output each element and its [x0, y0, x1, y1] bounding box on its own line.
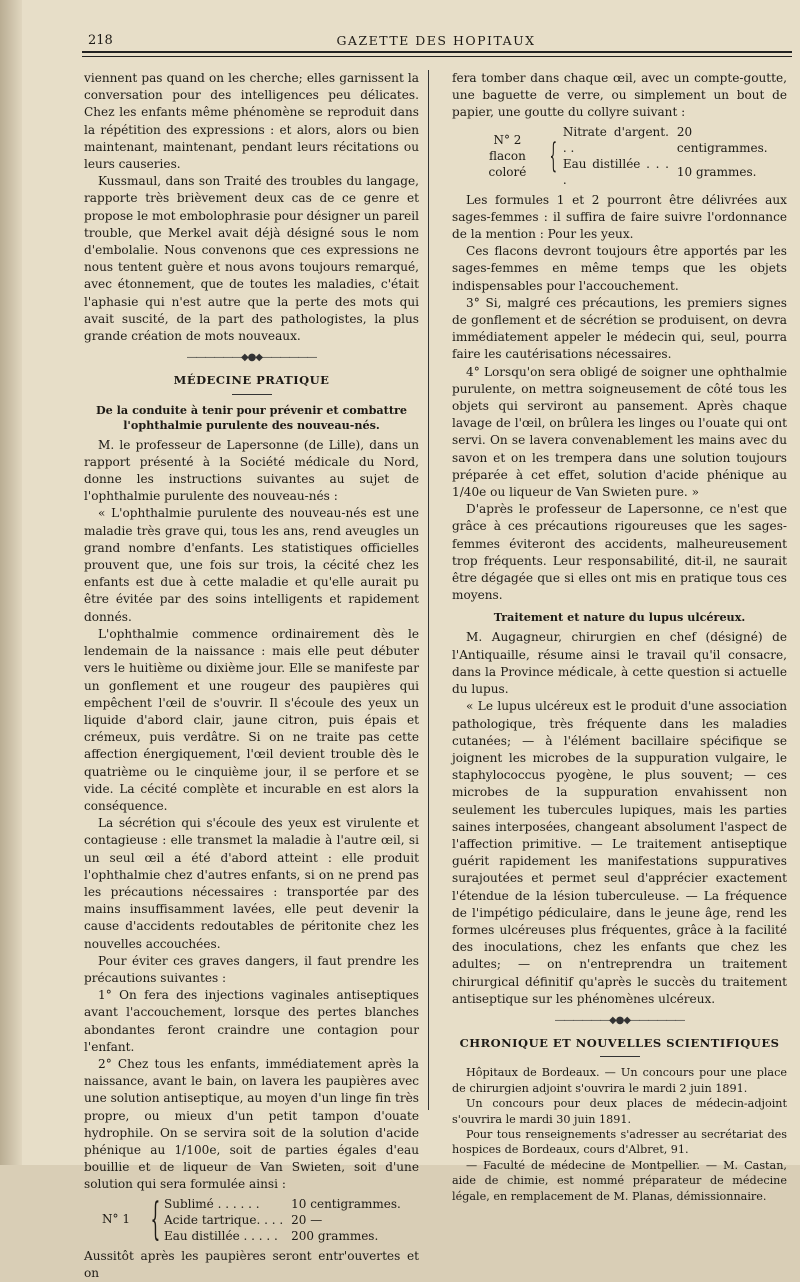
paragraph: viennent pas quand on les cherche; elles garnissent la conversation pour des intelligences peu délicates. Chez les enfants même phénomène se reproduit dans la répétition des expressions : et alors, alors ou bien maintenant, maintenant, pendant leurs récitations ou leurs causeries.: [84, 71, 419, 172]
formula-no1: [102, 1193, 419, 1245]
brace-glyph: {: [549, 135, 557, 176]
paragraph: 1° On fera des injections vaginales antiseptiques avant l'accouchement, lorsque des pertes blanches abondantes feront craindre une contagion pour l'enfant.: [84, 988, 419, 1054]
section-ornament: ――――――◆●◆――――――: [186, 352, 317, 364]
paragraph: M. Augagneur, chirurgien en chef (désigné) de l'Antiquaille, résume ainsi le travail qu'il consacre, dans la Province médicale, à cette question si actuelle du lupus.: [452, 630, 787, 697]
formula-cell: Eau distillée . . . .: [562, 156, 669, 187]
formula-label-note: flacon coloré: [488, 148, 527, 179]
page-spine-shadow: [0, 0, 22, 1165]
left-column: [84, 70, 419, 1282]
formula-cell: 200 grammes.: [291, 1228, 379, 1243]
header-rule-thin: [82, 56, 792, 57]
paragraph: M. le professeur de Lapersonne (de Lille), dans un rapport présenté à la Société médicale du Nord, donne les instructions suivantes au sujet de l'ophthalmie purulente des nouveau-nés :: [84, 437, 419, 504]
article-subtitle: Traitement et nature du lupus ulcéreux.: [493, 610, 746, 625]
paragraph: Pour éviter ces graves dangers, il faut prendre les précautions suivantes :: [84, 953, 419, 985]
formula-cell: Sublimé . . . . . .: [164, 1196, 260, 1211]
paragraph: La sécrétion qui s'écoule des yeux est virulente et contagieuse : elle transmet la maladie à l'autre œil, si un seul œil a été d'abord atteint : elle produit l'ophthalmie chez d'autres enfants, si on ne prend pas les précautions nécessaires : transportée par des mains insuffisamment lavées, elle peut devenir la cause d'accidents redoutables de péritonite chez les nouvelles accouchées.: [84, 816, 419, 951]
formula-label: [470, 132, 545, 180]
news-item: Hôpitaux de Bordeaux. — Un concours pour une place de chirurgien adjoint s'ouvrira le mardi 2 juin 1891.: [452, 1066, 787, 1095]
formula-cell: 20 centigrammes.: [676, 124, 768, 155]
formula-label: N° 1: [102, 1211, 130, 1226]
section-title-chronique: CHRONIQUE ET NOUVELLES SCIENTIFIQUES: [459, 1036, 780, 1051]
page-number: 218: [88, 33, 113, 48]
section-ornament: ――――――◆●◆――――――: [554, 1014, 685, 1026]
paragraph: L'ophthalmie commence ordinairement dès le lendemain de la naissance : mais elle peut débuter vers le huitième ou dixième jour. Elle se manifeste par un gonflement et une rougeur des paupières qui empêchent l'œil de s'ouvrir. Il s'écoule des yeux un liquide d'abord clair, jaune citron, puis épais et crémeux, puis verdâtre. Si on ne traite pas cette affection énergiquement, l'œil devient trouble dès le quatrième ou le cinquième jour, il se perfore et se vide. La cécité complète et incurable en est alors la conséquence.: [84, 626, 419, 813]
brace-glyph: {: [150, 1193, 161, 1245]
paragraph: 4° Lorsqu'on sera obligé de soigner une ophthalmie purulente, on mettra soigneusement de côté tous les objets qui serviront au pansement. Après chaque lavage de l'œil, on brûlera les linges ou l'ouate qui ont servi. On se lavera convenablement les mains avec du savon et on les trempera dans une solution toujours préparée à cet effet, solution d'acide phénique au 1/40e ou liqueur de Van Swieten pure. »: [452, 364, 787, 500]
formula-cell: Nitrate d'argent. . .: [562, 124, 669, 155]
journal-title: GAZETTE DES HOPITAUX: [336, 33, 536, 48]
paragraph: « Le lupus ulcéreux est le produit d'une association pathologique, très fréquente dans les maladies cutanées; — à l'élément bacillaire spécifique se joignent les microbes de la suppuration vulgaire, le staphylococcus pyogène, le plus souvent; — ces microbes de la suppuration envahissent non seulement les tubercules lupiques, mais les parties saines interposées, changeant absolument l'aspect de l'affection primitive. — Le traitement antiseptique guérit rapidement les manifestations suppuratives surajoutées et permet seul d'apprécier exactement l'étendue de la lésion tuberculeuse. — La fréquence de l'impétigo pédiculaire, dans le jeune âge, rend les formes ulcéreuses plus fréquentes, grâce à la facilité des inoculations, chez les enfants que chez les adultes; — on n'entreprendra un traitement chirurgical définitif qu'après le succès du traitement antiseptique sur les phénomènes ulcéreux.: [452, 699, 787, 1006]
short-rule: [600, 1056, 640, 1057]
formula-table: [160, 1196, 405, 1244]
paragraph: « L'ophthalmie purulente des nouveau-nés est une maladie très grave qui, tous les ans, rend aveugles un grand nombre d'enfants. Les statistiques officielles prouvent que, une fois sur trois, la cécité chez les enfants est due à cette maladie et qu'elle aurait pu être évitée par des soins intelligents et rapidement donnés.: [84, 506, 419, 624]
formula-table: [559, 124, 787, 188]
news-item: Pour tous renseignements s'adresser au secrétariat des hospices de Bordeaux, cours d'Albret, 91.: [452, 1127, 787, 1157]
news-item: Un concours pour deux places de médecin-adjoint s'ouvrira le mardi 30 juin 1891.: [452, 1097, 787, 1126]
right-column: [452, 70, 787, 1204]
paragraph: Ces flacons devront toujours être apportés par les sages-femmes en même temps que les objets indispensables pour l'accouchement.: [452, 244, 787, 293]
section-title-medecine-pratique: MÉDECINE PRATIQUE: [173, 373, 330, 388]
formula-no2: [470, 124, 787, 188]
paragraph: fera tomber dans chaque œil, avec un compte-goutte, une baguette de verre, ou simplement un bout de papier, une goutte du collyre suivant :: [452, 71, 787, 120]
column-divider: [428, 70, 429, 1110]
paragraph: D'après le professeur de Lapersonne, ce n'est que grâce à ces précautions rigoureuses que les sages-femmes éviteront des accidents, malheureusement trop fréquents. Leur responsabilité, dit-il, ne saurait être dégagée que si elles ont mis en pratique tous ces moyens.: [452, 502, 787, 603]
paragraph: 3° Si, malgré ces précautions, les premiers signes de gonflement et de sécrétion se produisent, on devra immédiatement appeler le médecin qui, seul, pourra faire les cautérisations nécessaires.: [452, 295, 787, 362]
paragraph: Aussitôt après les paupières seront entr'ouvertes et on: [84, 1248, 419, 1280]
news-item: — Faculté de médecine de Montpellier. — M. Castan, aide de chimie, est nommé préparateur de médecine légale, en remplacement de M. Planas, démissionnaire.: [452, 1158, 787, 1203]
formula-label-number: N° 2: [493, 132, 522, 147]
header-rule-thick: [82, 51, 792, 53]
short-rule: [232, 394, 272, 395]
formula-cell: 20 —: [291, 1212, 323, 1227]
formula-cell: Acide tartrique. . . .: [164, 1212, 284, 1227]
article-subtitle: De la conduite à tenir pour prévenir et combattre l'ophthalmie purulente des nouveau-nés.: [95, 402, 408, 432]
formula-cell: Eau distillée . . . . .: [164, 1228, 278, 1243]
formula-cell: 10 centigrammes.: [291, 1196, 401, 1211]
formula-cell: 10 grammes.: [676, 164, 757, 179]
paragraph: Les formules 1 et 2 pourront être délivrées aux sages-femmes : il suffira de faire suivre l'ordonnance de la mention : Pour les yeux.: [452, 192, 787, 242]
paragraph: Kussmaul, dans son Traité des troubles du langage, rapporte très brièvement deux cas de ce genre et propose le mot embolophrasie pour désigner un pareil trouble, que Merkel avait déjà désigné sous le nom d'embolalie. Nous convenons que ces expressions ne nous tentent guère et nous avons toujours remarqué, avec étonnement, que de toutes les maladies, c'était l'aphasie qui n'est autre que la perte des mots qui avait suscité, de la part des pathologistes, la plus grande création de mots nouveaux.: [84, 174, 419, 344]
paragraph: 2° Chez tous les enfants, immédiatement après la naissance, avant le bain, on lavera les paupières avec une solution antiseptique, au moyen d'un linge fin très propre, ou mieux d'un petit tampon d'ouate hydrophile. On se servira soit de la solution d'acide phénique au 1/100e, soit de parties égales d'eau bouillie et de liqueur de Van Swieten, soit d'une solution qui sera formulée ainsi :: [84, 1056, 419, 1192]
